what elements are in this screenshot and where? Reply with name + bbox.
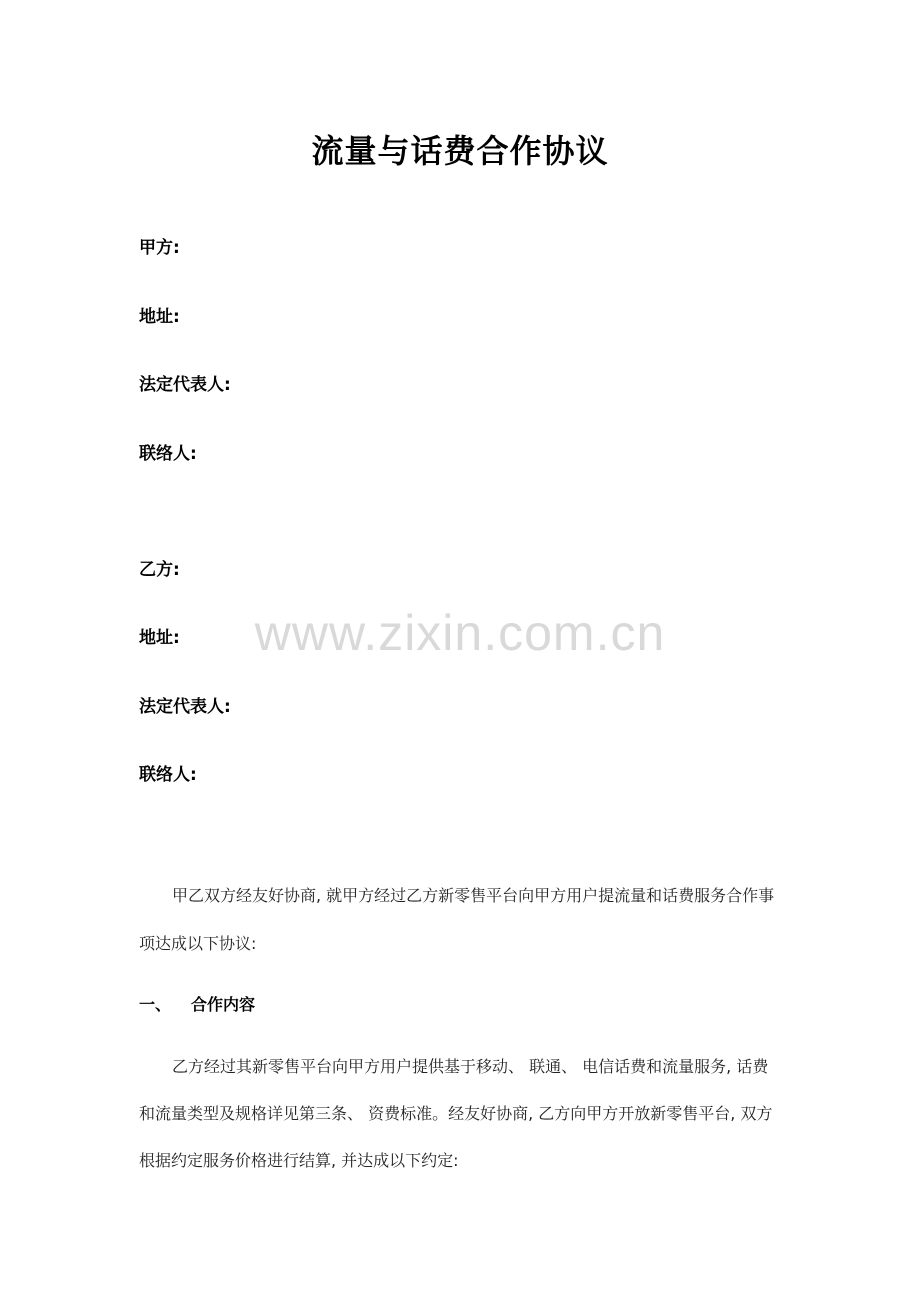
section-1-line-2: 和流量类型及规格详见第三条、 资费标准。经友好协商, 乙方向甲方开放新零售平台, 双方 [139, 1104, 773, 1123]
document-title: 流量与话费合作协议 [311, 132, 609, 170]
section-1-line-1: 乙方经过其新零售平台向甲方用户提供基于移动、 联通、 电信话费和流量服务, 话费 [172, 1057, 769, 1076]
party-a-label: 甲方: [139, 238, 180, 258]
intro-line-1: 甲乙双方经友好协商, 就甲方经过乙方新零售平台向甲方用户提流量和话费服务合作事 [172, 886, 775, 905]
party-a-address-label: 地址: [139, 307, 180, 327]
intro-line-2: 项达成以下协议: [139, 934, 257, 953]
section-1-heading [139, 992, 255, 1015]
party-a-legal-rep-label: 法定代表人: [139, 375, 231, 395]
section-1-title: 合作内容 [191, 995, 256, 1014]
party-a-contact-label: 联络人: [139, 444, 197, 464]
watermark-text: www.zixin.com.cn [254, 605, 666, 661]
party-b-address-label: 地址: [139, 628, 180, 648]
party-b-legal-rep-label: 法定代表人: [139, 697, 231, 717]
party-b-contact-label: 联络人: [139, 765, 197, 785]
party-b-label: 乙方: [139, 560, 180, 580]
section-1-line-3: 根据约定服务价格进行结算, 并达成以下约定: [139, 1151, 459, 1170]
section-1-number: 一、 [139, 995, 172, 1014]
